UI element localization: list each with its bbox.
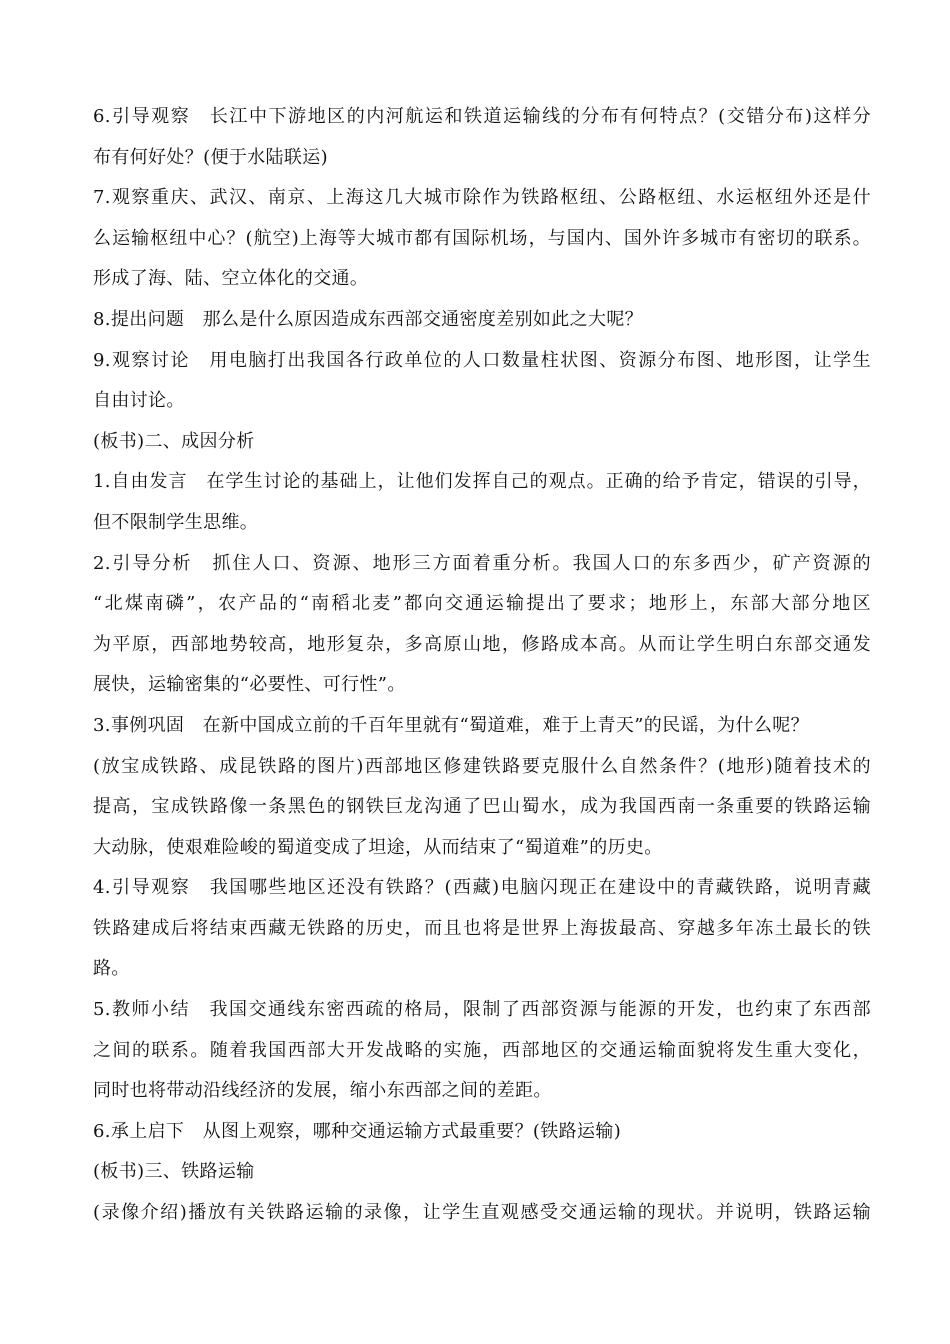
section-heading: (板书)三、铁路运输 — [93, 1161, 255, 1183]
text-line: 自由讨论。 — [93, 390, 185, 412]
text-line: 布有何好处？(便于水陆联运) — [93, 146, 328, 168]
text-line: 9.观察讨论 用电脑打出我国各行政单位的人口数量柱状图、资源分布图、地形图，让学生 — [93, 349, 871, 371]
text-line: 4.引导观察 我国哪些地区还没有铁路？(西藏)电脑闪现正在建设中的青藏铁路，说明青藏 — [93, 877, 871, 899]
text-line: (放宝成铁路、成昆铁路的图片)西部地区修建铁路要克服什么自然条件？(地形)随着技术的 — [93, 755, 871, 777]
text-line: 同时也将带动沿线经济的发展，缩小东西部之间的差距。 — [93, 1080, 552, 1102]
text-line: 6.承上启下 从图上观察，哪种交通运输方式最重要？(铁路运输) — [93, 1120, 622, 1142]
text-line: 5.教师小结 我国交通线东密西疏的格局，限制了西部资源与能源的开发，也约束了东西部 — [93, 999, 871, 1021]
text-line: 8.提出问题 那么是什么原因造成东西部交通密度差别如此之大呢？ — [93, 308, 644, 330]
text-line: 6.引导观察 长江中下游地区的内河航运和铁道运输线的分布有何特点？(交错分布)这样分 — [93, 106, 871, 127]
text-line: 但不限制学生思维。 — [93, 511, 259, 533]
text-line: (录像介绍)播放有关铁路运输的录像，让学生直观感受交通运输的现状。并说明，铁路运输 — [93, 1202, 871, 1224]
text-line: 路。 — [93, 958, 130, 980]
section-heading: (板书)二、成因分析 — [93, 430, 255, 452]
text-line: 之间的联系。随着我国西部大开发战略的实施，西部地区的交通运输面貌将发生重大变化， — [93, 1039, 871, 1061]
text-line: 7.观察重庆、武汉、南京、上海这几大城市除作为铁路枢纽、公路枢纽、水运枢纽外还是什 — [93, 187, 871, 209]
text-line: 铁路建成后将结束西藏无铁路的历史，而且也将是世界上海拔最高、穿越多年冻土最长的铁 — [93, 917, 871, 939]
text-line: 3.事例巩固 在新中国成立前的千百年里就有“蜀道难，难于上青天”的民谣，为什么呢？ — [93, 714, 809, 736]
text-line: 形成了海、陆、空立体化的交通。 — [93, 268, 369, 290]
text-line: 1.自由发言 在学生讨论的基础上，让他们发挥自己的观点。正确的给予肯定，错误的引导， — [93, 471, 871, 493]
text-line: 大动脉，使艰难险峻的蜀道变成了坦途，从而结束了“蜀道难”的历史。 — [93, 836, 663, 858]
text-line: “北煤南磷”，农产品的“南稻北麦”都向交通运输提出了要求；地形上，东部大部分地区 — [93, 593, 871, 615]
text-line: 为平原，西部地势较高，地形复杂，多高原山地，修路成本高。从而让学生明白东部交通发 — [93, 633, 871, 655]
text-line: 2.引导分析 抓住人口、资源、地形三方面着重分析。我国人口的东多西少，矿产资源的 — [93, 552, 871, 574]
text-line: 展快，运输密集的“必要性、可行性”。 — [93, 674, 406, 696]
document-body — [93, 97, 871, 1234]
text-line: 提高，宝成铁路像一条黑色的钢铁巨龙沟通了巴山蜀水，成为我国西南一条重要的铁路运输 — [93, 796, 871, 818]
text-line: 么运输枢纽中心？(航空)上海等大城市都有国际机场，与国内、国外许多城市有密切的联系。 — [93, 227, 871, 249]
